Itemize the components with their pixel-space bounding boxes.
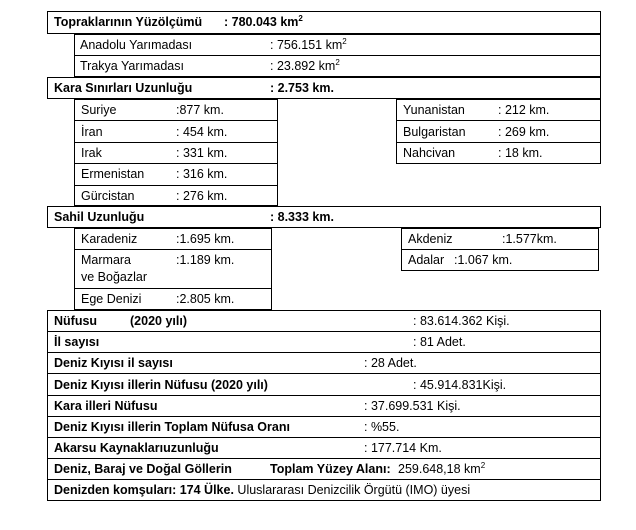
border-length: : 316 km. — [176, 167, 228, 181]
stat-label: Deniz Kıyısı illerin Nüfusu (2020 yılı) — [54, 378, 268, 392]
border-country: Yunanistan — [403, 103, 465, 117]
stat-label: Nüfusu — [54, 314, 98, 328]
border-country: Irak — [81, 146, 102, 160]
area-part-label: Trakya Yarımadası — [80, 59, 184, 73]
area-label: Topraklarının Yüzölçümü — [54, 15, 203, 29]
coast-sea: Ege Denizi — [81, 292, 142, 306]
coast-sea: Karadeniz — [81, 232, 138, 246]
border-country: Nahcivan — [403, 146, 456, 160]
land-borders-value: : 2.753 km. — [270, 81, 334, 95]
stat-label: Deniz Kıyısı il sayısı — [54, 356, 173, 370]
border-length: : 454 km. — [176, 125, 228, 139]
stat-value: : 81 Adet. — [413, 335, 466, 349]
stat-label: Akarsu Kaynaklarıuzunluğu — [54, 441, 219, 455]
stat-label: Kara illeri Nüfusu — [54, 399, 158, 413]
stat-label-note: (2020 yılı) — [130, 314, 187, 328]
stat-value: 259.648,18 $km^2$ — [398, 460, 486, 476]
area-value: : 780.043 $km^2$ — [224, 13, 303, 29]
coast-length: :1.067 km. — [454, 253, 513, 267]
coast-length: :1.695 km. — [176, 232, 235, 246]
stat-value: : 83.614.362 Kişi. — [413, 314, 510, 328]
border-country: Suriye — [81, 103, 117, 117]
border-country: Bulgaristan — [403, 125, 466, 139]
coast-length: :1.189 km. — [176, 253, 235, 267]
border-country: Ermenistan — [81, 167, 145, 181]
area-part-value: : 756.151 $km^2$ — [270, 36, 347, 52]
stat-value: : 28 Adet. — [364, 356, 417, 370]
stat-value: : 45.914.831Kişi. — [413, 378, 507, 392]
border-length: : 212 km. — [498, 103, 550, 117]
border-length: : 331 km. — [176, 146, 228, 160]
area-part-label: Anadolu Yarımadası — [80, 38, 193, 52]
border-country: Gürcistan — [81, 189, 135, 203]
area-part-value: : 23.892 $km^2$ — [270, 57, 340, 73]
stat-value: : 37.699.531 Kişi. — [364, 399, 461, 413]
land-borders-label: Kara Sınırları Uzunluğu — [54, 81, 193, 95]
coast-length: :1.577km. — [502, 232, 557, 246]
stat-label: Deniz, Baraj ve Doğal Göllerin — [54, 462, 232, 476]
border-country: İran — [81, 125, 103, 139]
stat-label-note: Toplam Yüzey Alanı: — [270, 462, 391, 476]
coast-sea-line2: ve Boğazlar — [81, 270, 148, 284]
coast-sea: Akdeniz — [408, 232, 453, 246]
stat-footer: Denizden komşuları: 174 Ülke. Uluslararası Denizcilik Örgütü (IMO) üyesi — [54, 483, 471, 497]
stat-label: Deniz Kıyısı illerin Toplam Nüfusa Oranı — [54, 420, 290, 434]
border-length: : 276 km. — [176, 189, 228, 203]
coast-label: Sahil Uzunluğu — [54, 210, 145, 224]
stat-value: : 177.714 Km. — [364, 441, 442, 455]
stat-value: : %55. — [364, 420, 400, 434]
coast-length: :2.805 km. — [176, 292, 235, 306]
coast-value: : 8.333 km. — [270, 210, 334, 224]
coast-sea: Adalar — [408, 253, 445, 267]
border-length: :877 km. — [176, 103, 224, 117]
border-length: : 18 km. — [498, 146, 543, 160]
stat-label: İl sayısı — [54, 335, 100, 349]
border-length: : 269 km. — [498, 125, 550, 139]
coast-sea: Marmara — [81, 253, 132, 267]
